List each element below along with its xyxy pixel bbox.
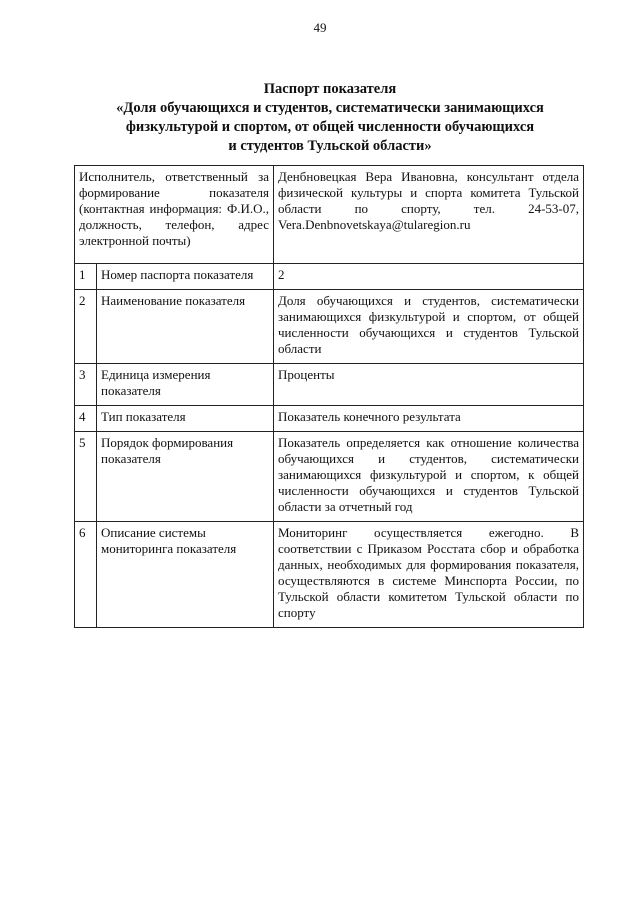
row-value: Показатель определяется как отношение количества обучающихся и студентов, систематически занимающихся физкультурой и спортом, к общей численности обучающихся и студентов Тульской области за отчетный год	[274, 432, 584, 522]
row-label: Единица измерения показателя	[97, 364, 274, 406]
table-row	[75, 290, 584, 364]
row-number: 3	[75, 364, 97, 406]
row-label: Тип показателя	[97, 406, 274, 432]
row-number: 2	[75, 290, 97, 364]
row-label: Наименование показателя	[97, 290, 274, 364]
row-number: 4	[75, 406, 97, 432]
passport-table	[74, 165, 584, 628]
title-line: физкультурой и спортом, от общей численности обучающихся	[125, 119, 535, 135]
title-line: Паспорт показателя	[263, 81, 397, 97]
title-line: «Доля обучающихся и студентов, систематически занимающихся	[116, 100, 544, 116]
table-row	[75, 264, 584, 290]
row-value: Мониторинг осуществляется ежегодно. В соответствии с Приказом Росстата сбор и обработка данных, необходимых для формирования показателя, осуществляются в системе Минспорта России, по Тульской области комитетом Тульской области по спорту	[274, 522, 584, 628]
table-row	[75, 406, 584, 432]
table-row	[75, 364, 584, 406]
row-value: Доля обучающихся и студентов, систематически занимающихся физкультурой и спортом, от общей численности обучающихся и студентов Тульской области	[274, 290, 584, 364]
row-value: 2	[274, 264, 584, 290]
page-number: 49	[313, 20, 327, 35]
executor-label: Исполнитель, ответственный за формирование показателя (контактная информация: Ф.И.О., должность, телефон, адрес электронной почты)	[75, 166, 274, 264]
row-value: Проценты	[274, 364, 584, 406]
row-label: Порядок формирования показателя	[97, 432, 274, 522]
row-number: 1	[75, 264, 97, 290]
document-title	[40, 80, 620, 156]
row-label: Описание системы мониторинга показателя	[97, 522, 274, 628]
title-line: и студентов Тульской области»	[228, 138, 432, 154]
table-row-executor	[75, 166, 584, 264]
executor-value: Денбновецкая Вера Ивановна, консультант отдела физической культуры и спорта комитета Тульской области по спорту, тел. 24-53-07, Vera.Denbnovetskaya@tularegion.ru	[274, 166, 584, 264]
table-row	[75, 432, 584, 522]
row-number: 6	[75, 522, 97, 628]
row-label: Номер паспорта показателя	[97, 264, 274, 290]
row-number: 5	[75, 432, 97, 522]
row-value: Показатель конечного результата	[274, 406, 584, 432]
table-row	[75, 522, 584, 628]
